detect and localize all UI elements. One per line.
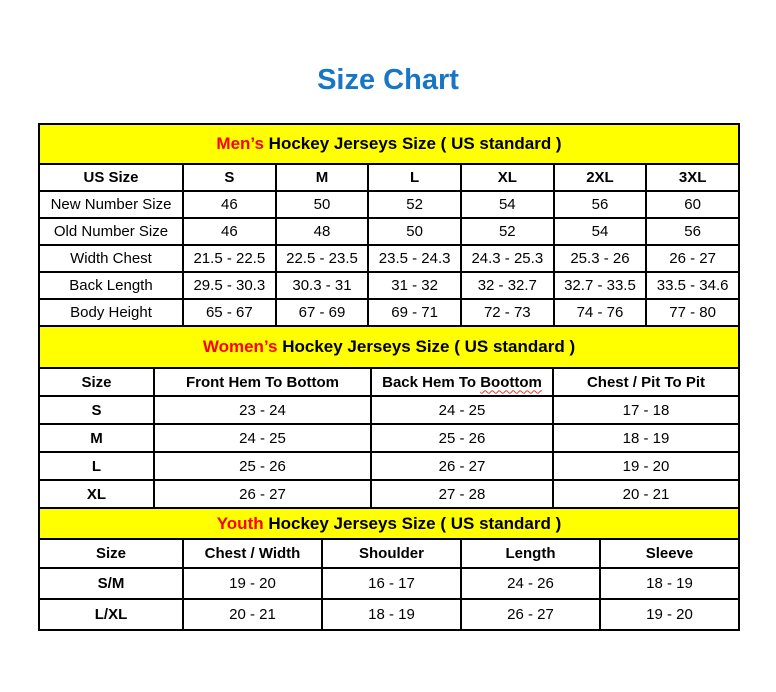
- mens-cell: 32 - 32.7: [461, 272, 554, 299]
- mens-cell: 32.7 - 33.5: [554, 272, 647, 299]
- mens-cell: 25.3 - 26: [554, 245, 647, 272]
- youth-row-label: S/M: [39, 568, 183, 599]
- youth-row: [39, 599, 739, 630]
- womens-row-label: S: [39, 396, 154, 424]
- youth-row-label: L/XL: [39, 599, 183, 630]
- mens-cell: 21.5 - 22.5: [183, 245, 276, 272]
- womens-column-header-text: Back Hem To: [382, 373, 481, 391]
- mens-cell: 69 - 71: [368, 299, 461, 326]
- mens-cell: 46: [183, 218, 276, 245]
- womens-cell: 17 - 18: [553, 396, 739, 424]
- youth-heading-rest: Hockey Jerseys Size ( US standard ): [263, 513, 562, 533]
- youth-section-heading: [39, 508, 739, 539]
- mens-row: [39, 218, 739, 245]
- mens-row-label: New Number Size: [39, 191, 183, 218]
- mens-cell: 23.5 - 24.3: [368, 245, 461, 272]
- womens-cell: 19 - 20: [553, 452, 739, 480]
- womens-row-label: M: [39, 424, 154, 452]
- womens-column-header: Front Hem To Bottom: [154, 368, 371, 396]
- youth-heading-highlight: Youth: [216, 513, 264, 533]
- mens-cell: 56: [646, 218, 739, 245]
- mens-column-header: XL: [461, 164, 554, 191]
- mens-cell: 46: [183, 191, 276, 218]
- youth-size-table: [38, 507, 740, 631]
- womens-table-body: [39, 396, 739, 508]
- mens-cell: 60: [646, 191, 739, 218]
- womens-row: [39, 396, 739, 424]
- youth-column-header: Shoulder: [322, 539, 461, 568]
- mens-row: [39, 272, 739, 299]
- mens-cell: 52: [461, 218, 554, 245]
- womens-cell: 25 - 26: [371, 424, 553, 452]
- womens-row-label: XL: [39, 480, 154, 508]
- misspelled-word: Boottom: [480, 373, 542, 391]
- mens-size-table: [38, 123, 740, 327]
- womens-row: [39, 480, 739, 508]
- youth-column-header: Size: [39, 539, 183, 568]
- womens-cell: 18 - 19: [553, 424, 739, 452]
- womens-size-table: [38, 325, 740, 509]
- mens-cell: 31 - 32: [368, 272, 461, 299]
- womens-column-header: Chest / Pit To Pit: [553, 368, 739, 396]
- mens-heading-highlight: Men’s: [216, 134, 264, 153]
- womens-cell: 20 - 21: [553, 480, 739, 508]
- womens-cell: 25 - 26: [154, 452, 371, 480]
- mens-cell: 22.5 - 23.5: [276, 245, 369, 272]
- youth-cell: 26 - 27: [461, 599, 600, 630]
- mens-row-label: Back Length: [39, 272, 183, 299]
- mens-cell: 77 - 80: [646, 299, 739, 326]
- youth-column-header-row: [39, 539, 739, 568]
- mens-cell: 50: [276, 191, 369, 218]
- youth-column-header: Sleeve: [600, 539, 739, 568]
- mens-row: [39, 299, 739, 326]
- mens-column-header: L: [368, 164, 461, 191]
- mens-column-header: US Size: [39, 164, 183, 191]
- womens-cell: 23 - 24: [154, 396, 371, 424]
- mens-cell: 30.3 - 31: [276, 272, 369, 299]
- youth-column-header: Length: [461, 539, 600, 568]
- mens-cell: 50: [368, 218, 461, 245]
- size-chart: [38, 123, 740, 631]
- mens-row-label: Old Number Size: [39, 218, 183, 245]
- youth-cell: 18 - 19: [322, 599, 461, 630]
- mens-cell: 54: [461, 191, 554, 218]
- mens-cell: 56: [554, 191, 647, 218]
- youth-row: [39, 568, 739, 599]
- womens-column-header: Size: [39, 368, 154, 396]
- mens-section-heading: [39, 124, 739, 164]
- womens-row: [39, 424, 739, 452]
- mens-cell: 33.5 - 34.6: [646, 272, 739, 299]
- youth-cell: 19 - 20: [183, 568, 322, 599]
- mens-row: [39, 245, 739, 272]
- womens-row-label: L: [39, 452, 154, 480]
- youth-cell: 18 - 19: [600, 568, 739, 599]
- mens-column-header-row: [39, 164, 739, 191]
- mens-row: [39, 191, 739, 218]
- womens-cell: 27 - 28: [371, 480, 553, 508]
- youth-cell: 20 - 21: [183, 599, 322, 630]
- womens-cell: 24 - 25: [371, 396, 553, 424]
- mens-column-header: S: [183, 164, 276, 191]
- womens-heading-rest: Hockey Jerseys Size ( US standard ): [277, 337, 576, 356]
- womens-heading-highlight: Women’s: [202, 337, 278, 356]
- mens-cell: 74 - 76: [554, 299, 647, 326]
- womens-column-header-row: [39, 368, 739, 396]
- mens-heading-rest: Hockey Jerseys Size ( US standard ): [263, 134, 562, 153]
- mens-table-body: [39, 191, 739, 326]
- womens-cell: 26 - 27: [154, 480, 371, 508]
- mens-cell: 65 - 67: [183, 299, 276, 326]
- mens-column-header: M: [276, 164, 369, 191]
- youth-cell: 19 - 20: [600, 599, 739, 630]
- mens-cell: 54: [554, 218, 647, 245]
- womens-cell: 26 - 27: [371, 452, 553, 480]
- womens-column-header: [371, 368, 553, 396]
- womens-section-heading: [39, 326, 739, 368]
- mens-cell: 72 - 73: [461, 299, 554, 326]
- mens-cell: 67 - 69: [276, 299, 369, 326]
- mens-cell: 52: [368, 191, 461, 218]
- youth-cell: 24 - 26: [461, 568, 600, 599]
- womens-cell: 24 - 25: [154, 424, 371, 452]
- mens-column-header: 2XL: [554, 164, 647, 191]
- mens-row-label: Width Chest: [39, 245, 183, 272]
- mens-row-label: Body Height: [39, 299, 183, 326]
- womens-row: [39, 452, 739, 480]
- mens-column-header: 3XL: [646, 164, 739, 191]
- youth-table-body: [39, 568, 739, 630]
- mens-cell: 26 - 27: [646, 245, 739, 272]
- youth-cell: 16 - 17: [322, 568, 461, 599]
- mens-cell: 29.5 - 30.3: [183, 272, 276, 299]
- mens-cell: 24.3 - 25.3: [461, 245, 554, 272]
- youth-column-header: Chest / Width: [183, 539, 322, 568]
- mens-cell: 48: [276, 218, 369, 245]
- page-title: Size Chart: [317, 64, 459, 96]
